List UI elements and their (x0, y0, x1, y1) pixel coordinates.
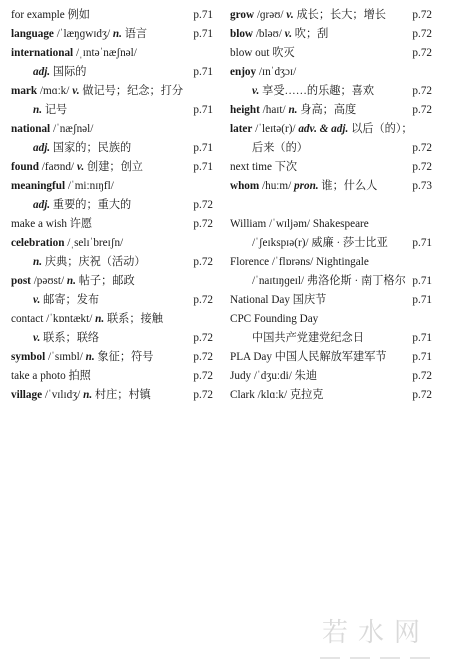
glossary-entry (230, 101, 432, 120)
entry-pronunciation: /ˌselɪˈbreɪʃn/ (64, 237, 124, 249)
entry-page-ref: p.72 (193, 332, 213, 344)
entry-text (230, 234, 388, 253)
entry-pronunciation: /ɡrəʊ/ (254, 9, 287, 21)
entry-text (230, 158, 297, 177)
entry-text (11, 272, 135, 291)
entry-headword: blow (230, 28, 254, 40)
glossary-entry (230, 63, 432, 82)
entry-plain-text: CPC Founding Day (230, 313, 319, 325)
glossary-entry (230, 310, 432, 329)
glossary-entry (11, 291, 213, 310)
entry-pronunciation: /ˈnæʃnəl/ (50, 123, 94, 135)
glossary-entry (230, 25, 432, 44)
entry-headword: found (11, 161, 39, 173)
entry-text (11, 329, 99, 348)
entry-gloss: 记号 (42, 104, 68, 116)
entry-text (11, 63, 86, 82)
entry-page-ref: p.71 (412, 332, 432, 344)
entry-pronunciation: /haɪt/ (259, 104, 289, 116)
entry-gloss: 国际的 (50, 66, 87, 78)
glossary-entry (11, 82, 213, 101)
entry-headword: height (230, 104, 260, 116)
entry-part-of-speech: adj. (33, 66, 51, 78)
entry-pronunciation: /huːm/ (259, 180, 295, 192)
entry-gloss: 国家的；民族的 (50, 142, 132, 154)
entry-page-ref: p.71 (193, 9, 213, 21)
entry-part-of-speech: v. (252, 85, 260, 97)
entry-text (230, 329, 364, 348)
glossary-entry (230, 253, 432, 272)
entry-text (11, 367, 91, 386)
entry-text (230, 272, 406, 291)
glossary-entry (11, 177, 213, 196)
entry-pronunciation: /ˈvɪlɪdʒ/ (42, 389, 84, 401)
glossary-entry (230, 291, 432, 310)
entry-text (11, 348, 153, 367)
entry-page-ref: p.72 (193, 370, 213, 382)
entry-part-of-speech: v. (76, 161, 85, 173)
entry-headword: village (11, 389, 43, 401)
glossary-entry (11, 158, 213, 177)
entry-page-ref: p.71 (412, 351, 432, 363)
glossary-entry (230, 44, 432, 63)
entry-pronunciation: /pəʊst/ (30, 275, 67, 287)
entry-page-ref: p.71 (193, 66, 213, 78)
entry-text (230, 6, 386, 25)
entry-headword: language (11, 28, 54, 40)
glossary-entry (11, 101, 213, 120)
glossary-entry (11, 310, 213, 329)
entry-page-ref: p.72 (193, 256, 213, 268)
entry-gloss: 邮寄；发布 (40, 294, 100, 306)
entry-part-of-speech: pron. (294, 180, 319, 192)
entry-page-ref: p.71 (412, 294, 432, 306)
entry-part-of-speech: adj. (33, 142, 51, 154)
entry-page-ref: p.72 (412, 47, 432, 59)
entry-text (11, 82, 183, 101)
glossary-entry (230, 386, 432, 405)
entry-text (230, 177, 377, 196)
entry-text (230, 310, 318, 329)
entry-part-of-speech: v. (284, 28, 292, 40)
entry-part-of-speech: v. (33, 332, 41, 344)
entry-text (11, 310, 163, 329)
entry-text (230, 386, 323, 405)
entry-text (11, 158, 143, 177)
entry-text (11, 120, 93, 139)
entry-part-of-speech: n. (288, 104, 298, 116)
entry-page-ref: p.72 (193, 218, 213, 230)
entry-text (11, 25, 147, 44)
entry-pronunciation: /ˈlæŋɡwɪdʒ/ (53, 28, 113, 40)
entry-pronunciation: /mɑːk/ (37, 85, 73, 97)
entry-gloss: 享受……的乐趣；喜欢 (259, 85, 375, 97)
glossary-entry (11, 348, 213, 367)
entry-page-ref: p.71 (412, 275, 432, 287)
entry-pronunciation: /ˈleɪtə(r)/ (252, 123, 299, 135)
glossary-entry (11, 196, 213, 215)
entry-headword: meaningful (11, 180, 66, 192)
entry-text (230, 82, 374, 101)
entry-plain-text: make a wish 许愿 (11, 218, 93, 230)
entry-page-ref: p.72 (412, 9, 432, 21)
entry-page-ref: p.72 (412, 28, 432, 40)
entry-pronunciation: /ˈsɪmbl/ (45, 351, 86, 363)
entry-gloss: 做记号；纪念；打分 (79, 85, 184, 97)
entry-page-ref: p.72 (412, 85, 432, 97)
entry-part-of-speech: adj. (33, 199, 51, 211)
entry-part-of-speech: n. (112, 28, 122, 40)
entry-text (11, 386, 151, 405)
entry-plain-text: Florence /ˈflɒrəns/ Nightingale (230, 256, 369, 268)
entry-headword: symbol (11, 351, 46, 363)
entry-gloss: 谁；什么人 (318, 180, 378, 192)
entry-headword: whom (230, 180, 260, 192)
glossary-entry (230, 272, 432, 291)
entry-part-of-speech: n. (83, 389, 93, 401)
glossary-entry (230, 139, 432, 158)
glossary-entry (11, 25, 213, 44)
entry-page-ref: p.72 (412, 161, 432, 173)
entry-page-ref: p.71 (193, 142, 213, 154)
entry-pronunciation: /faʊnd/ (39, 161, 77, 173)
entry-page-ref: p.72 (412, 370, 432, 382)
entry-headword: celebration (11, 237, 65, 249)
entry-page-ref: p.73 (412, 180, 432, 192)
entry-gloss: 象征；符号 (94, 351, 154, 363)
entry-text (11, 101, 67, 120)
entry-text (230, 291, 326, 310)
entry-page-ref: p.71 (412, 237, 432, 249)
entry-text (11, 6, 90, 25)
entry-headword: post (11, 275, 31, 287)
entry-page-ref: p.72 (193, 199, 213, 211)
entry-gloss: 重要的；重大的 (50, 199, 132, 211)
glossary-entry (230, 215, 432, 234)
entry-part-of-speech: n. (95, 313, 105, 325)
glossary-entry (230, 158, 432, 177)
glossary-entry (11, 63, 213, 82)
entry-page-ref: p.71 (193, 161, 213, 173)
glossary-entry (11, 367, 213, 386)
entry-text (230, 63, 296, 82)
entry-part-of-speech: v. (33, 294, 41, 306)
entry-part-of-speech: n. (33, 256, 43, 268)
entry-plain-text: take a photo 拍照 (11, 370, 91, 382)
glossary-entry (230, 82, 432, 101)
entry-text (230, 120, 413, 139)
entry-text (11, 196, 131, 215)
right-column (230, 6, 432, 405)
entry-plain-text: next time 下次 (230, 161, 298, 173)
entry-page-ref: p.72 (193, 351, 213, 363)
entry-gloss: 以后（的）； (348, 123, 413, 135)
entry-plain-text: 中国共产党建党纪念日 (252, 332, 364, 344)
glossary-entry (11, 234, 213, 253)
left-column (11, 6, 213, 405)
entry-page-ref: p.72 (193, 389, 213, 401)
glossary-entry (11, 120, 213, 139)
entry-gloss: 吹；刮 (292, 28, 329, 40)
glossary-entry (230, 120, 432, 139)
entry-gloss: 庆典；庆祝（活动） (42, 256, 146, 268)
entry-headword: grow (230, 9, 255, 21)
entry-gloss: 语言 (121, 28, 148, 40)
glossary-entry (11, 272, 213, 291)
glossary-entry (230, 367, 432, 386)
entry-page-ref: p.72 (412, 104, 432, 116)
entry-gloss: 创建；创立 (84, 161, 143, 173)
entry-text (230, 139, 308, 158)
entry-part-of-speech: adv. & adj. (298, 123, 349, 135)
entry-text (230, 25, 328, 44)
entry-plain-text: contact /ˈkɒntækt/ (11, 313, 96, 325)
glossary-entry (11, 253, 213, 272)
glossary-entry (11, 6, 213, 25)
entry-text (230, 253, 369, 272)
entry-headword: national (11, 123, 51, 135)
entry-gloss: 村庄；村镇 (92, 389, 151, 401)
entry-plain-text: William /ˈwɪljəm/ Shakespeare (230, 218, 369, 230)
watermark-logo: 若水网 (321, 618, 430, 648)
entry-page-ref: p.72 (412, 142, 432, 154)
entry-page-ref: p.72 (412, 389, 432, 401)
glossary-entry (11, 44, 213, 63)
glossary-entry (230, 329, 432, 348)
entry-part-of-speech: v. (72, 85, 80, 97)
entry-plain-text: /ˈnaɪtɪŋɡeɪl/ 弗洛伦斯 · 南丁格尔 (252, 275, 406, 287)
entry-headword: international (11, 47, 74, 59)
entry-gloss: 联系；联络 (40, 332, 100, 344)
entry-text (11, 177, 114, 196)
entry-plain-text: for example 例如 (11, 9, 90, 21)
entry-part-of-speech: n. (85, 351, 95, 363)
entry-text (230, 101, 356, 120)
entry-part-of-speech: v. (286, 9, 294, 21)
entry-page-ref: p.71 (193, 28, 213, 40)
glossary-entry (230, 177, 432, 196)
entry-plain-text: National Day 国庆节 (230, 294, 327, 306)
entry-part-of-speech: n. (33, 104, 43, 116)
entry-text (11, 234, 123, 253)
glossary-entry (11, 139, 213, 158)
entry-plain-text: /ˈʃeɪkspɪə(r)/ 威廉 · 莎士比亚 (252, 237, 388, 249)
entry-gloss: 帖子；邮政 (75, 275, 135, 287)
entry-text (230, 348, 387, 367)
entry-text (11, 139, 131, 158)
entry-plain-text: PLA Day 中国人民解放军建军节 (230, 351, 387, 363)
glossary-entry (230, 348, 432, 367)
entry-headword: enjoy (230, 66, 257, 78)
entry-text (11, 215, 92, 234)
entry-pronunciation: /ˈmiːnɪŋfl/ (65, 180, 114, 192)
glossary-entry (230, 234, 432, 253)
glossary-entry (11, 215, 213, 234)
entry-plain-text: Clark /klɑːk/ 克拉克 (230, 389, 324, 401)
entry-headword: mark (11, 85, 38, 97)
entry-plain-text: blow out 吹灭 (230, 47, 295, 59)
entry-pronunciation: /ˌɪntəˈnæʃnəl/ (73, 47, 137, 59)
watermark-underline (320, 657, 430, 659)
entry-pronunciation: /bləʊ/ (253, 28, 285, 40)
entry-text (11, 44, 137, 63)
entry-text (230, 367, 317, 386)
entry-headword: later (230, 123, 253, 135)
glossary-entry (11, 329, 213, 348)
entry-text (230, 215, 369, 234)
entry-gloss: 联系；接触 (104, 313, 163, 325)
entry-plain-text: 后来（的） (252, 142, 308, 154)
entry-text (11, 291, 99, 310)
entry-text (230, 44, 295, 63)
entry-gloss: 身高；高度 (297, 104, 357, 116)
entry-part-of-speech: n. (66, 275, 76, 287)
entry-pronunciation: /ɪnˈdʒɔɪ/ (256, 66, 297, 78)
entry-gloss: 成长；长大；增长 (293, 9, 386, 21)
entry-page-ref: p.72 (193, 294, 213, 306)
entry-plain-text: Judy /ˈdʒuːdi/ 朱迪 (230, 370, 318, 382)
glossary-entry (11, 386, 213, 405)
entry-page-ref: p.71 (193, 104, 213, 116)
glossary-entry (230, 6, 432, 25)
entry-text (11, 253, 146, 272)
